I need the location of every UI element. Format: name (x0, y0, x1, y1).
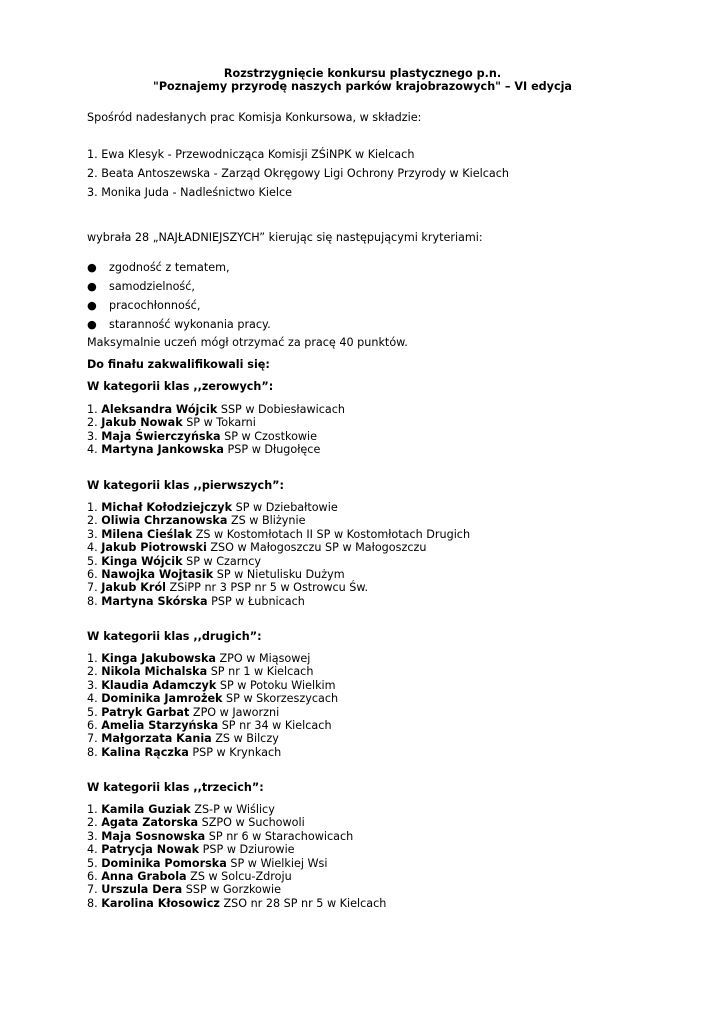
item-number: 1. (87, 501, 102, 514)
student-name: Oliwia Chrzanowska (101, 514, 228, 528)
item-number: 3. (87, 527, 102, 541)
student-name: Urszula Dera (101, 883, 183, 897)
school-name: ZS w Kostomłotach II SP w Kostomłotach Drugich (192, 527, 471, 541)
student-name: Klaudia Adamczyk (101, 678, 217, 692)
student-name: Jakub Nowak (101, 416, 183, 430)
student-name: Martyna Skórska (101, 594, 208, 608)
school-name: SP w Tokarni (182, 416, 256, 430)
commission-member: 3. Monika Juda - Nadleśnictwo Kielce (87, 186, 293, 199)
item-number: 4. (87, 541, 102, 555)
student-name: Kinga Jakubowska (101, 652, 216, 665)
item-number: 4. (87, 692, 102, 706)
item-number: 4. (87, 843, 102, 857)
list-item (87, 692, 338, 705)
list-item (87, 541, 470, 554)
student-name: Dominika Pomorska (101, 856, 227, 870)
commission-member: 2. Beata Antoszewska - Zarząd Okręgowy Ligi Ochrony Przyrody w Kielcach (87, 167, 509, 180)
student-name: Nawojka Wojtasik (101, 567, 214, 581)
category-list (87, 803, 386, 910)
criteria-text: pracochłonność, (109, 299, 201, 312)
list-item (87, 816, 386, 829)
criteria-text: samodzielność, (109, 280, 195, 293)
item-number: 2. (87, 514, 102, 528)
item-number: 6. (87, 869, 102, 883)
commission-member: 1. Ewa Klesyk - Przewodnicząca Komisji ZŚiNPK w Kielcach (87, 148, 415, 161)
criteria-text: zgodność z tematem, (109, 261, 230, 274)
category-heading: W kategorii klas ,,zerowych”: (87, 380, 274, 393)
list-item (87, 857, 386, 870)
student-name: Patrycja Nowak (101, 843, 200, 857)
list-item (87, 501, 470, 514)
intro-paragraph: Spośród nadesłanych prac Komisja Konkursowa, w składzie: (87, 111, 422, 124)
list-item (87, 732, 338, 745)
item-number: 4. (87, 443, 102, 457)
list-item (87, 652, 338, 665)
school-name: ZS w Bliżynie (227, 514, 306, 528)
category-heading: W kategorii klas ,,drugich”: (87, 630, 262, 643)
item-number: 1. (87, 652, 102, 665)
school-name: SSP w Dobiesławicach (217, 403, 345, 416)
student-name: Jakub Piotrowski (101, 541, 207, 555)
document-title-line1: Rozstrzygnięcie konkursu plastycznego p.n. (223, 67, 502, 80)
school-name: ZS w Solcu-Zdroju (186, 869, 292, 883)
item-number: 8. (87, 896, 102, 910)
student-name: Amelia Starzyńska (101, 718, 219, 732)
school-name: PSP w Łubnicach (207, 594, 305, 608)
bullet-icon: ● (87, 299, 97, 312)
student-name: Martyna Jankowska (101, 443, 224, 457)
item-number: 7. (87, 732, 102, 746)
list-item (87, 897, 386, 910)
school-name: ZS w Bilczy (211, 732, 279, 746)
item-number: 5. (87, 856, 102, 870)
student-name: Michał Kołodziejczyk (101, 501, 233, 514)
list-item (87, 595, 470, 608)
bullet-icon: ● (87, 261, 97, 274)
school-name: SP w Wielkiej Wsi (226, 856, 328, 870)
school-name: ZPO w Jaworzni (189, 705, 280, 719)
school-name: ZSiPP nr 3 PSP nr 5 w Ostrowcu Św. (165, 581, 369, 595)
student-name: Kinga Wójcik (101, 554, 183, 568)
criteria-text: staranność wykonania pracy. (109, 318, 271, 331)
list-item (87, 403, 345, 416)
student-name: Małgorzata Kania (101, 732, 212, 746)
student-name: Maja Sosnowska (101, 829, 206, 843)
list-item (87, 803, 386, 816)
item-number: 6. (87, 567, 102, 581)
student-name: Nikola Michalska (101, 665, 208, 679)
school-name: SP w Dziebałtowie (232, 501, 338, 514)
school-name: SZPO w Suchowoli (198, 816, 305, 830)
item-number: 5. (87, 554, 102, 568)
student-name: Karolina Kłosowicz (101, 896, 220, 910)
school-name: ZS-P w Wiślicy (190, 803, 275, 816)
school-name: PSP w Krynkach (188, 745, 282, 759)
school-name: SP nr 34 w Kielcach (218, 718, 332, 732)
item-number: 8. (87, 745, 102, 759)
item-number: 3. (87, 678, 102, 692)
list-item (87, 706, 338, 719)
list-item (87, 528, 470, 541)
selection-paragraph: wybrała 28 „NAJŁADNIEJSZYCH” kierując się następującymi kryteriami: (87, 231, 483, 244)
max-points-paragraph: Maksymalnie uczeń mógł otrzymać za pracę 40 punktów. (87, 336, 408, 349)
item-number: 8. (87, 594, 102, 608)
student-name: Maja Świerczyńska (101, 429, 221, 443)
item-number: 1. (87, 803, 102, 816)
student-name: Jakub Król (101, 581, 166, 595)
category-heading: W kategorii klas ,,pierwszych”: (87, 479, 284, 492)
document-title-line2: "Poznajemy przyrodę naszych parków krajobrazowych" – VI edycja (153, 80, 572, 93)
item-number: 1. (87, 403, 102, 416)
student-name: Dominika Jamrożek (101, 692, 223, 706)
finalists-heading: Do finału zakwalifikowali się: (87, 358, 270, 371)
school-name: PSP w Dziurowie (199, 843, 295, 857)
student-name: Agata Zatorska (101, 816, 199, 830)
category-list (87, 501, 470, 608)
item-number: 6. (87, 718, 102, 732)
school-name: SP w Potoku Wielkim (216, 678, 336, 692)
item-number: 3. (87, 429, 102, 443)
school-name: ZPO w Miąsowej (215, 652, 311, 665)
list-item (87, 514, 470, 527)
item-number: 3. (87, 829, 102, 843)
list-item (87, 568, 470, 581)
school-name: SP w Nietulisku Dużym (213, 567, 345, 581)
list-item (87, 870, 386, 883)
school-name: SP nr 1 w Kielcach (207, 665, 314, 679)
item-number: 2. (87, 816, 102, 830)
student-name: Anna Grabola (101, 869, 187, 883)
bullet-icon: ● (87, 280, 97, 293)
list-item (87, 581, 470, 594)
school-name: SP nr 6 w Starachowicach (205, 829, 354, 843)
school-name: ZSO nr 28 SP nr 5 w Kielcach (219, 896, 387, 910)
item-number: 7. (87, 883, 102, 897)
student-name: Milena Cieślak (101, 527, 193, 541)
category-heading: W kategorii klas ,,trzecich”: (87, 781, 264, 794)
school-name: PSP w Długołęce (223, 443, 321, 457)
list-item (87, 843, 386, 856)
list-item (87, 679, 338, 692)
list-item (87, 746, 338, 759)
bullet-icon: ● (87, 318, 97, 331)
item-number: 2. (87, 416, 102, 430)
item-number: 7. (87, 581, 102, 595)
student-name: Aleksandra Wójcik (101, 403, 218, 416)
school-name: SP w Czostkowie (220, 429, 318, 443)
list-item (87, 665, 338, 678)
student-name: Kamila Guziak (101, 803, 191, 816)
school-name: SP w Skorzeszycach (222, 692, 339, 706)
school-name: ZSO w Małogoszczu SP w Małogoszczu (206, 541, 427, 555)
category-list (87, 403, 345, 457)
student-name: Kalina Rączka (101, 745, 189, 759)
category-list (87, 652, 338, 759)
school-name: SP w Czarncy (182, 554, 262, 568)
item-number: 2. (87, 665, 102, 679)
school-name: SSP w Gorzkowie (182, 883, 282, 897)
list-item (87, 443, 345, 456)
list-item (87, 830, 386, 843)
list-item (87, 430, 345, 443)
list-item (87, 883, 386, 896)
student-name: Patryk Garbat (101, 705, 190, 719)
list-item (87, 555, 470, 568)
list-item (87, 416, 345, 429)
item-number: 5. (87, 705, 102, 719)
list-item (87, 719, 338, 732)
